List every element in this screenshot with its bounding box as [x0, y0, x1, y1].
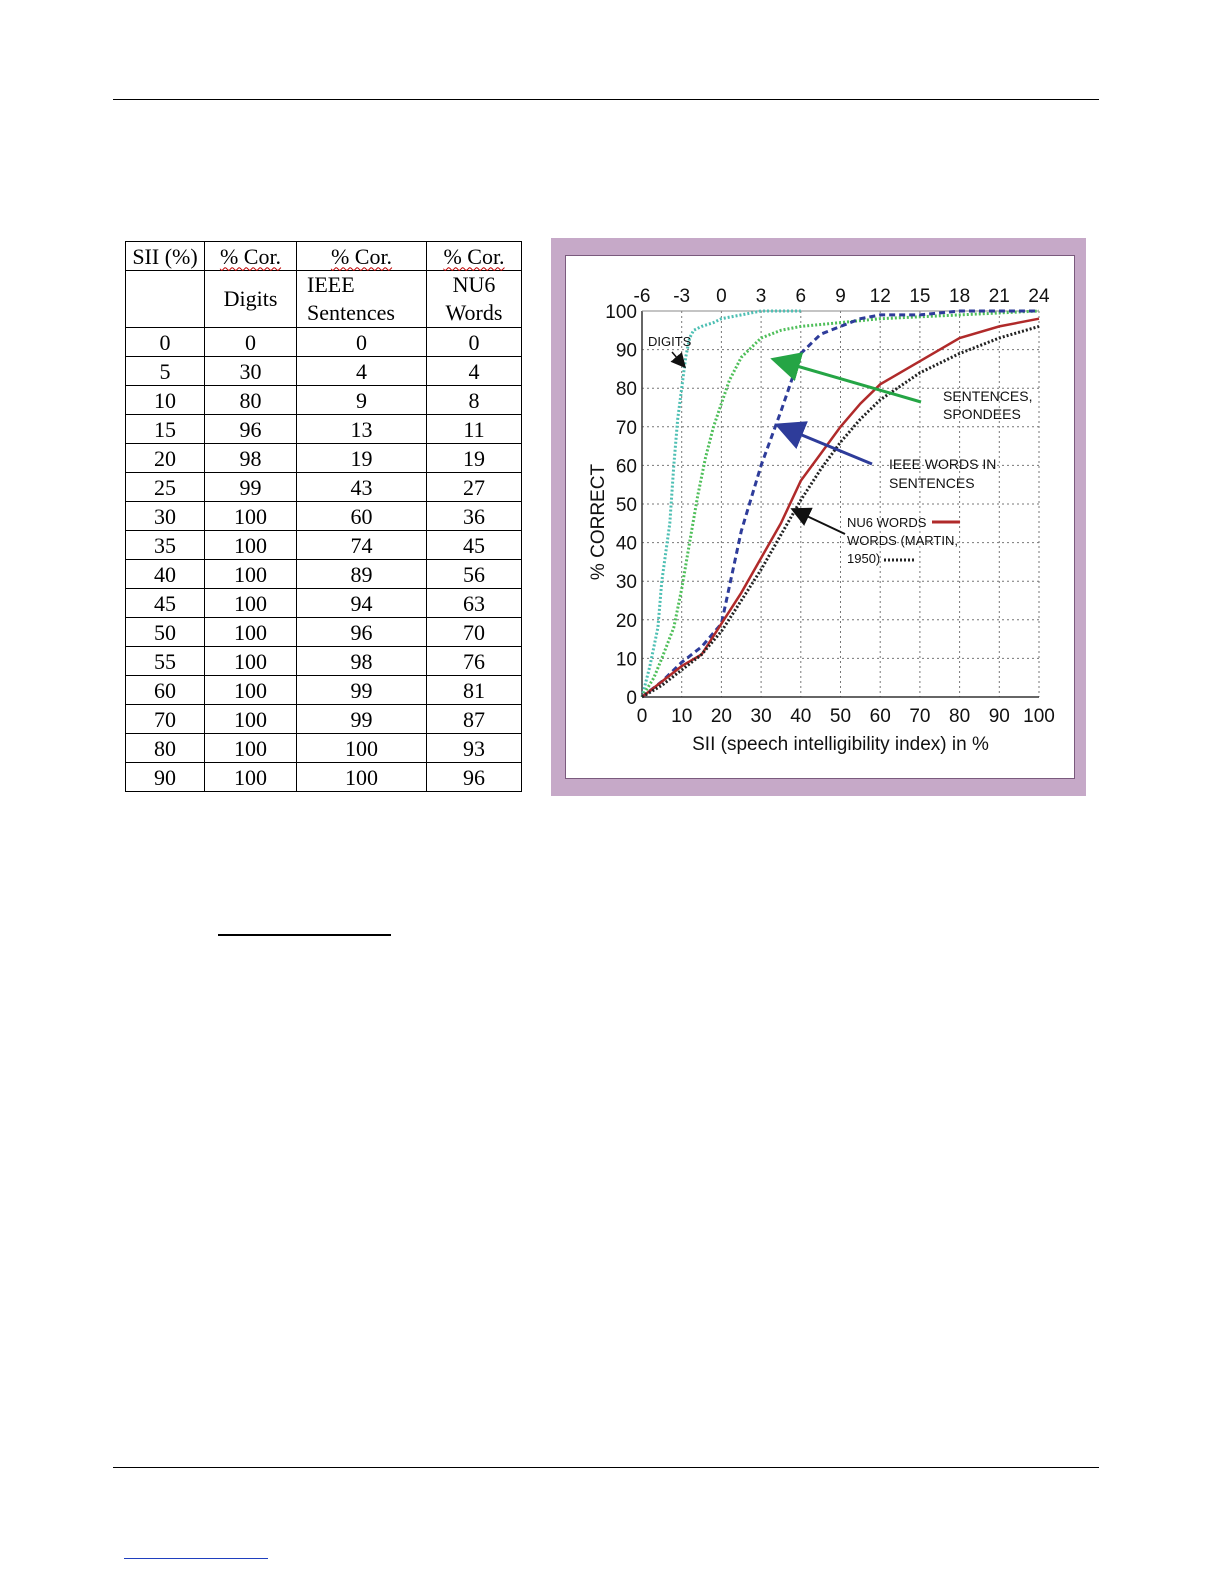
header-label: % Cor.	[219, 243, 282, 269]
annotation-arrow-ieee	[780, 426, 872, 464]
x-tick-label: 70	[909, 706, 931, 727]
cell-sii: 35	[126, 531, 205, 560]
y-tick-label: 20	[615, 610, 637, 632]
cell-ieee: 98	[297, 647, 427, 676]
cell-nu6: 27	[427, 473, 522, 502]
annotation-digits: DIGITS	[648, 334, 692, 349]
cell-sii: 80	[126, 734, 205, 763]
cell-nu6: 81	[427, 676, 522, 705]
annotation-spondees: SPONDEES	[943, 406, 1021, 422]
cell-sii: 20	[126, 444, 205, 473]
cell-sii: 90	[126, 763, 205, 792]
cell-sii: 70	[126, 705, 205, 734]
subheader-ieee-line2: Sentences	[307, 300, 395, 325]
table-row	[126, 531, 522, 560]
annotation-martin-year: 1950)	[847, 551, 881, 566]
top-tick-label: 21	[988, 286, 1010, 307]
cell-ieee: 96	[297, 618, 427, 647]
cell-digits: 100	[205, 734, 297, 763]
cell-ieee: 94	[297, 589, 427, 618]
cell-ieee: 89	[297, 560, 427, 589]
annotation-arrow-digits	[672, 352, 684, 366]
table-row	[126, 589, 522, 618]
cell-digits: 100	[205, 502, 297, 531]
cell-digits: 100	[205, 676, 297, 705]
section-underline	[218, 934, 391, 936]
header-rule	[113, 99, 1099, 100]
top-tick-label: 18	[949, 286, 971, 307]
x-tick-label: 30	[750, 706, 772, 727]
cell-nu6: 96	[427, 763, 522, 792]
cell-sii: 50	[126, 618, 205, 647]
table-row	[126, 618, 522, 647]
cell-sii: 60	[126, 676, 205, 705]
cell-digits: 96	[205, 415, 297, 444]
y-tick-label: 40	[615, 533, 637, 555]
cell-nu6: 19	[427, 444, 522, 473]
annotation-ieee-sentences: SENTENCES	[889, 475, 975, 491]
top-tick-label: 9	[835, 286, 846, 307]
table-row	[126, 734, 522, 763]
annotation-martin: WORDS (MARTIN,	[847, 533, 958, 548]
y-tick-label: 10	[615, 649, 637, 671]
cell-digits: 30	[205, 357, 297, 386]
series-line-ieee	[642, 311, 1039, 697]
annotation-arrow-words	[794, 510, 845, 534]
cell-nu6: 70	[427, 618, 522, 647]
cell-ieee: 99	[297, 705, 427, 734]
cell-nu6: 0	[427, 328, 522, 357]
cell-ieee: 0	[297, 328, 427, 357]
cell-ieee: 9	[297, 386, 427, 415]
table-row	[126, 502, 522, 531]
table-row	[126, 647, 522, 676]
x-tick-label: 50	[829, 706, 852, 727]
table-row	[126, 676, 522, 705]
cell-ieee: 19	[297, 444, 427, 473]
cell-sii: 10	[126, 386, 205, 415]
cell-ieee: 100	[297, 734, 427, 763]
y-tick-label: 90	[615, 340, 637, 362]
cell-sii: 0	[126, 328, 205, 357]
cell-sii: 55	[126, 647, 205, 676]
cell-digits: 100	[205, 531, 297, 560]
x-tick-label: 20	[710, 706, 732, 727]
footnote-separator	[124, 1558, 268, 1559]
cell-digits: 99	[205, 473, 297, 502]
cell-digits: 100	[205, 705, 297, 734]
table-row	[126, 560, 522, 589]
series-line-digits	[642, 311, 801, 697]
x-tick-label: 0	[636, 706, 648, 727]
table-row	[126, 328, 522, 357]
table-header-row	[126, 242, 522, 271]
cell-nu6: 8	[427, 386, 522, 415]
cell-ieee: 4	[297, 357, 427, 386]
x-tick-label: 60	[869, 706, 891, 727]
subheader-ieee	[297, 271, 427, 328]
top-tick-label: 15	[909, 286, 931, 307]
table-row	[126, 415, 522, 444]
cell-ieee: 74	[297, 531, 427, 560]
y-tick-label: 80	[615, 379, 637, 401]
table-row	[126, 763, 522, 792]
cell-digits: 100	[205, 647, 297, 676]
header-ieee-cor	[297, 242, 427, 271]
header-digits-cor	[205, 242, 297, 271]
series-line-sentences	[642, 311, 1039, 697]
cell-digits: 0	[205, 328, 297, 357]
top-tick-label: -6	[633, 286, 651, 307]
y-tick-label: 60	[615, 456, 637, 478]
top-tick-label: 6	[795, 286, 807, 307]
annotation-ieee: IEEE WORDS IN	[889, 456, 997, 472]
chart-frame	[551, 238, 1086, 796]
cell-sii: 25	[126, 473, 205, 502]
table-row	[126, 386, 522, 415]
header-label: % Cor.	[443, 243, 505, 269]
cell-sii: 30	[126, 502, 205, 531]
cell-ieee: 99	[297, 676, 427, 705]
cell-digits: 98	[205, 444, 297, 473]
cell-nu6: 4	[427, 357, 522, 386]
subheader-empty	[126, 271, 205, 328]
cell-sii: 40	[126, 560, 205, 589]
top-tick-label: 0	[716, 286, 727, 307]
x-tick-label: 80	[949, 706, 971, 727]
sii-data-table	[125, 241, 522, 792]
annotation-arrow-sentences	[776, 360, 921, 402]
y-axis-title: % CORRECT	[588, 463, 609, 581]
annotation-sentences: SENTENCES,	[943, 388, 1033, 404]
table-row	[126, 444, 522, 473]
table-body	[126, 328, 522, 792]
cell-nu6: 76	[427, 647, 522, 676]
cell-digits: 100	[205, 618, 297, 647]
chart-panel	[565, 255, 1075, 779]
subheader-nu6-line1: NU6	[452, 272, 496, 297]
x-tick-label: 90	[988, 706, 1010, 727]
cell-nu6: 87	[427, 705, 522, 734]
annotation-nu6: NU6 WORDS	[847, 515, 927, 530]
header-sii: SII (%)	[126, 242, 205, 271]
x-tick-label: 10	[671, 706, 693, 727]
x-axis-title: SII (speech intelligibility index) in %	[692, 734, 989, 755]
footer-rule	[113, 1467, 1099, 1468]
subheader-digits: Digits	[205, 271, 297, 328]
cell-ieee: 100	[297, 763, 427, 792]
top-tick-label: 12	[869, 286, 891, 307]
cell-sii: 5	[126, 357, 205, 386]
cell-digits: 100	[205, 763, 297, 792]
cell-digits: 100	[205, 589, 297, 618]
x-tick-label: 100	[1023, 706, 1055, 727]
subheader-ieee-line1: IEEE	[307, 272, 355, 297]
top-tick-label: 24	[1028, 286, 1050, 307]
cell-sii: 45	[126, 589, 205, 618]
cell-ieee: 60	[297, 502, 427, 531]
cell-nu6: 11	[427, 415, 522, 444]
header-label: % Cor.	[330, 243, 393, 269]
cell-nu6: 93	[427, 734, 522, 763]
subheader-nu6-line2: Words	[445, 300, 503, 325]
y-tick-label: 50	[615, 495, 637, 516]
cell-ieee: 43	[297, 473, 427, 502]
cell-sii: 15	[126, 415, 205, 444]
top-tick-label: 3	[755, 286, 767, 307]
cell-nu6: 56	[427, 560, 522, 589]
table-row	[126, 473, 522, 502]
cell-nu6: 63	[427, 589, 522, 618]
speech-intelligibility-chart	[566, 256, 1074, 778]
subheader-nu6	[427, 271, 522, 328]
table-subheader-row	[126, 271, 522, 328]
cell-nu6: 36	[427, 502, 522, 531]
cell-ieee: 13	[297, 415, 427, 444]
header-nu6-cor	[427, 242, 522, 271]
y-tick-label: 70	[615, 417, 637, 439]
x-tick-label: 40	[790, 706, 812, 727]
table-row	[126, 705, 522, 734]
table-row	[126, 357, 522, 386]
cell-nu6: 45	[427, 531, 522, 560]
y-tick-label: 0	[626, 688, 637, 709]
cell-digits: 100	[205, 560, 297, 589]
top-tick-label: -3	[673, 286, 691, 307]
cell-digits: 80	[205, 386, 297, 415]
y-tick-label: 30	[615, 572, 637, 594]
y-tick-label: 100	[605, 302, 637, 323]
